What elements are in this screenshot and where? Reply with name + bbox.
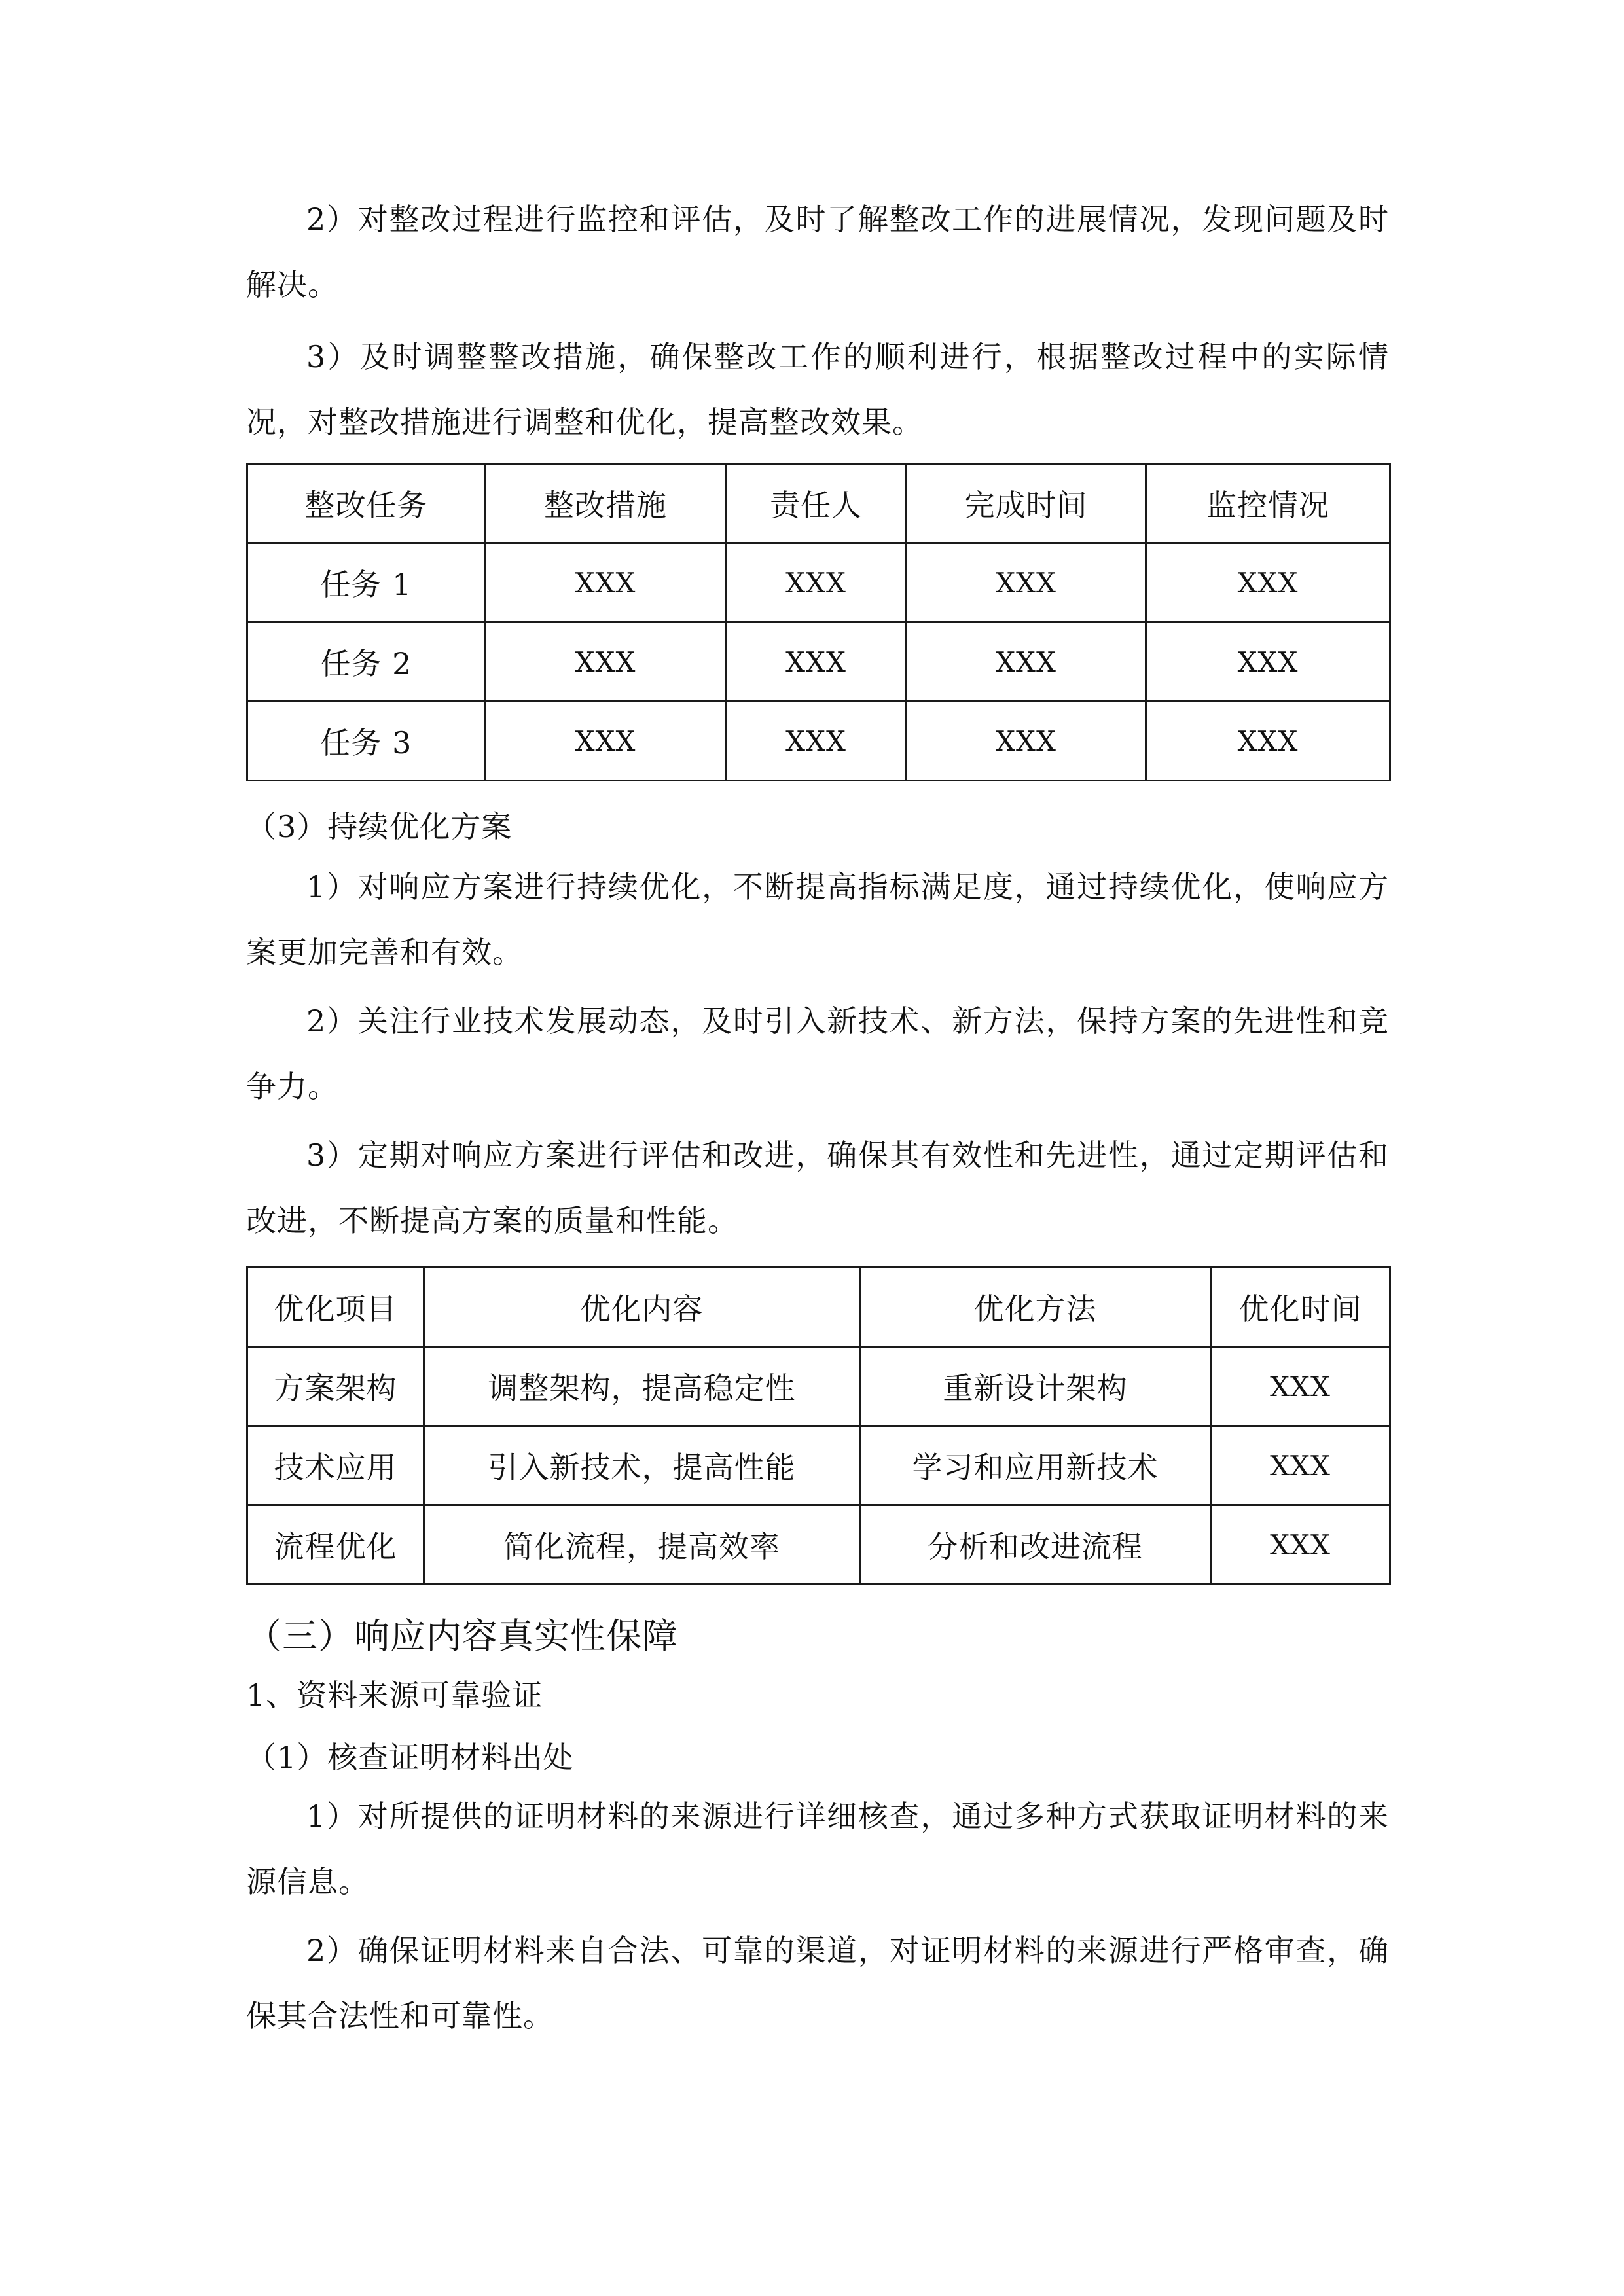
table-cell: XXX — [907, 702, 1146, 781]
subsubheading-check-origin: （1）核查证明材料出处 — [246, 1740, 574, 1775]
table-cell: 分析和改进流程 — [860, 1505, 1211, 1585]
table-cell: XXX — [1146, 543, 1390, 622]
optimization-table — [246, 1266, 1391, 1585]
paragraph-monitor-process: 2）对整改过程进行监控和评估，及时了解整改工作的进展情况，发现问题及时解决。 — [246, 202, 1389, 302]
table-cell: 方案架构 — [247, 1347, 424, 1426]
table-cell: XXX — [1146, 702, 1390, 781]
table-cell: XXX — [1146, 622, 1390, 702]
table-header-cell: 整改措施 — [486, 464, 726, 543]
paragraph-verify-2: 2）确保证明材料来自合法、可靠的渠道，对证明材料的来源进行严格审查，确保其合法性和可靠性。 — [246, 1933, 1389, 2034]
paragraph-optimize-2: 2）关注行业技术发展动态，及时引入新技术、新方法，保持方案的先进性和竞争力。 — [246, 1003, 1389, 1104]
table-cell: XXX — [1211, 1347, 1390, 1426]
table-cell: XXX — [726, 702, 907, 781]
paragraph-optimize-1: 1）对响应方案进行持续优化，不断提高指标满足度，通过持续优化，使响应方案更加完善和有效。 — [246, 869, 1389, 970]
table-row — [247, 702, 1390, 781]
table-cell: 引入新技术，提高性能 — [424, 1426, 860, 1505]
table-cell: XXX — [486, 543, 726, 622]
table-row — [247, 1505, 1390, 1585]
table-cell: 重新设计架构 — [860, 1347, 1211, 1426]
rectification-table — [246, 463, 1391, 781]
table-header-cell: 责任人 — [726, 464, 907, 543]
paragraph-optimize-3: 3）定期对响应方案进行评估和改进，确保其有效性和先进性，通过定期评估和改进，不断提高方案的质量和性能。 — [246, 1138, 1389, 1238]
table-header-cell: 完成时间 — [907, 464, 1146, 543]
table-cell: XXX — [486, 702, 726, 781]
table-cell: XXX — [1211, 1426, 1390, 1505]
table-cell: 任务 1 — [247, 543, 486, 622]
table-cell: XXX — [726, 543, 907, 622]
table-cell: XXX — [486, 622, 726, 702]
table-header-row — [247, 1268, 1390, 1347]
table-header-row — [247, 464, 1390, 543]
table-cell: 学习和应用新技术 — [860, 1426, 1211, 1505]
table-cell: 任务 3 — [247, 702, 486, 781]
table-cell: 调整架构，提高稳定性 — [424, 1347, 860, 1426]
paragraph-verify-1: 1）对所提供的证明材料的来源进行详细核查，通过多种方式获取证明材料的来源信息。 — [246, 1799, 1389, 1899]
subheading-source-verification: 1、资料来源可靠验证 — [246, 1677, 543, 1713]
paragraph-adjust-measures: 3）及时调整整改措施，确保整改工作的顺利进行，根据整改过程中的实际情况，对整改措施进行调整和优化，提高整改效果。 — [246, 339, 1389, 440]
table-header-cell: 整改任务 — [247, 464, 486, 543]
table-cell: 任务 2 — [247, 622, 486, 702]
section-heading-optimization: （3）持续优化方案 — [246, 809, 513, 844]
table-cell: XXX — [907, 543, 1146, 622]
section-heading-authenticity: （三）响应内容真实性保障 — [246, 1615, 678, 1657]
table-header-cell: 优化时间 — [1211, 1268, 1390, 1347]
table-row — [247, 543, 1390, 622]
table-cell: 技术应用 — [247, 1426, 424, 1505]
table-cell: 简化流程，提高效率 — [424, 1505, 860, 1585]
table-header-cell: 优化方法 — [860, 1268, 1211, 1347]
table-header-cell: 优化内容 — [424, 1268, 860, 1347]
table-header-cell: 监控情况 — [1146, 464, 1390, 543]
table-row — [247, 1426, 1390, 1505]
table-cell: XXX — [726, 622, 907, 702]
table-cell: 流程优化 — [247, 1505, 424, 1585]
table-cell: XXX — [1211, 1505, 1390, 1585]
table-cell: XXX — [907, 622, 1146, 702]
table-row — [247, 1347, 1390, 1426]
table-row — [247, 622, 1390, 702]
table-header-cell: 优化项目 — [247, 1268, 424, 1347]
